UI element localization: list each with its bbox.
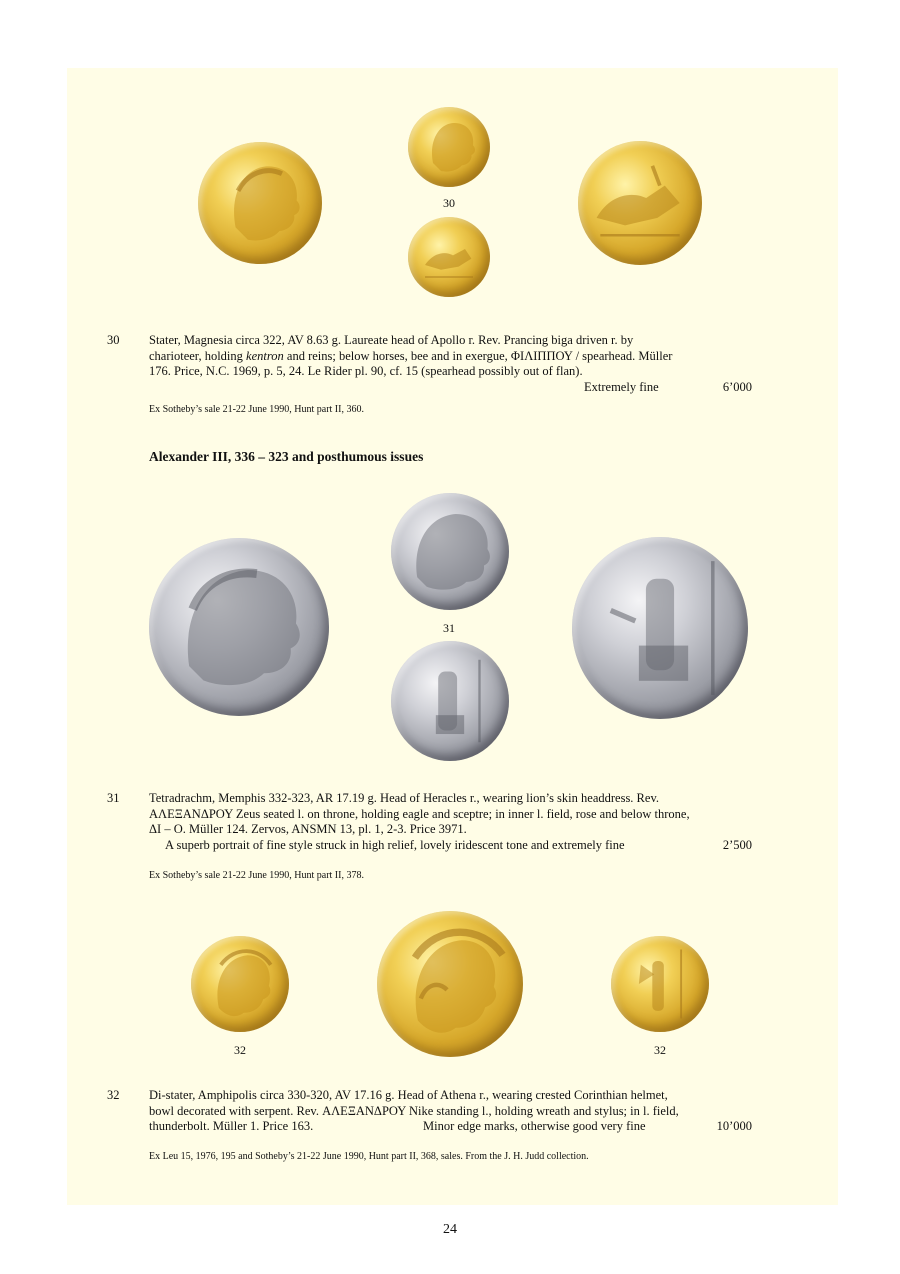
lot-31-desc-line1: Tetradrachm, Memphis 332-323, AR 17.19 g. Head of Heracles r., wearing lion’s skin headdress. Rev. [149, 791, 660, 805]
coin-30-obverse [408, 107, 490, 187]
lot-32-desc-line1: Di-stater, Amphipolis circa 330-320, AV 17.16 g. Head of Athena r., wearing crested Corinthian helmet, [149, 1088, 668, 1102]
apollo-head-small-icon [408, 107, 490, 187]
lot-30-desc-italic-term: kentron [246, 348, 284, 363]
lot-32-grade: Minor edge marks, otherwise good very fine [423, 1119, 646, 1133]
heracles-head-small-icon [391, 493, 509, 610]
coin-30-label: 30 [443, 196, 455, 210]
lot-30-provenance: Ex Sotheby’s sale 21-22 June 1990, Hunt part II, 360. [149, 404, 364, 415]
lot-32-provenance: Ex Leu 15, 1976, 195 and Sotheby’s 21-22 June 1990, Hunt part II, 368, sales. From the J. H. Judd collection. [149, 1151, 589, 1162]
lot-30-desc-line2-end: and reins; below horses, bee and in exergue, ΦΙΛΙΠΠΟΥ / spearhead. Müller [283, 348, 673, 363]
lot-31-number: 31 [107, 791, 120, 805]
nike-standing-icon [611, 936, 709, 1032]
lot-30-desc-line3: 176. Price, N.C. 1969, p. 5, 24. Le Rider pl. 90, cf. 15 (spearhead possibly out of flan). [149, 364, 583, 378]
lot-31-grade: A superb portrait of fine style struck in high relief, lovely iridescent tone and extremely fine [165, 838, 625, 852]
lot-31-provenance: Ex Sotheby’s sale 21-22 June 1990, Hunt part II, 378. [149, 870, 364, 881]
section-title: Alexander III, 336 – 323 and posthumous issues [149, 449, 424, 464]
lot-31-desc-line2: ΑΛΕΞΑΝΔΡΟΥ Zeus seated l. on throne, holding eagle and sceptre; in inner l. field, rose and below throne, [149, 806, 690, 821]
coin-30-reverse [408, 217, 490, 297]
coin-31-reverse-enlarged [572, 537, 748, 719]
lot-30-grade: Extremely fine [584, 380, 659, 394]
coin-32-reverse [611, 936, 709, 1032]
lot-32-desc-line3: thunderbolt. Müller 1. Price 163. [149, 1119, 314, 1133]
zeus-enthroned-icon [572, 537, 748, 719]
lot-30-desc-line1: Stater, Magnesia circa 322, AV 8.63 g. Laureate head of Apollo r. Rev. Prancing biga driven r. by [149, 333, 634, 347]
page-number: 24 [443, 1222, 457, 1237]
lot-30-desc-line2-start: charioteer, holding [149, 348, 247, 363]
coin-30-reverse-enlarged [578, 141, 702, 265]
biga-chariot-icon [578, 141, 702, 265]
lot-31-price: 2’500 [722, 838, 752, 852]
coin-31-obverse [391, 493, 509, 610]
athena-helmet-small-icon [191, 936, 289, 1032]
athena-helmet-icon [377, 911, 523, 1057]
heracles-head-icon [149, 538, 329, 716]
lot-32-desc-line2: bowl decorated with serpent. Rev. ΑΛΕΞΑΝΔΡΟΥ Nike standing l., holding wreath and stylus; in l. field, [149, 1103, 679, 1118]
lot-30-number: 30 [107, 333, 120, 347]
coin-31-label: 31 [443, 621, 455, 635]
coin-32-obverse-enlarged [377, 911, 523, 1057]
lot-30-price: 6’000 [722, 380, 752, 394]
zeus-enthroned-small-icon [391, 641, 509, 761]
coin-32-label-right: 32 [654, 1043, 666, 1057]
lot-31-description [149, 791, 752, 838]
lot-32-number: 32 [107, 1088, 120, 1102]
coin-31-obverse-enlarged [149, 538, 329, 716]
lot-30-desc-line2 [149, 349, 752, 365]
coin-31-reverse [391, 641, 509, 761]
apollo-head-icon [198, 142, 322, 264]
coin-32-label-left: 32 [234, 1043, 246, 1057]
lot-32-price: 10’000 [716, 1119, 752, 1133]
lot-30-description [149, 333, 752, 380]
lot-31-desc-line3: ΔΙ – Ο. Müller 124. Zervos, ANSMN 13, pl. 1, 2-3. Price 3971. [149, 822, 467, 836]
coin-32-obverse [191, 936, 289, 1032]
coin-30-obverse-enlarged [198, 142, 322, 264]
biga-chariot-small-icon [408, 217, 490, 297]
